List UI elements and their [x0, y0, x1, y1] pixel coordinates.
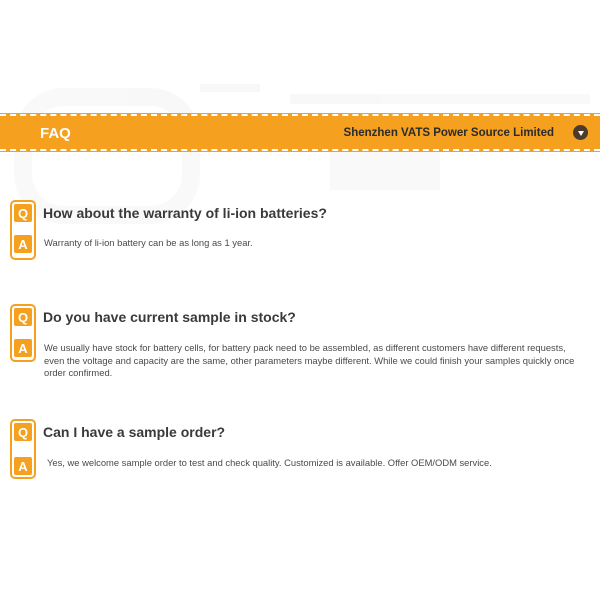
faq-answer: Warranty of li-ion battery can be as long as 1 year. — [44, 237, 253, 248]
qa-badge-frame — [10, 200, 36, 260]
faq-answer: We usually have stock for battery cells, for battery pack need to be assembled, as different customers have different requests, even the voltage and capacity are the same, other parameters maybe different. While we could finish your samples quickly once order confirmed. — [44, 342, 575, 378]
faq-question: Do you have current sample in stock? — [43, 309, 296, 325]
qa-badge-frame — [10, 419, 36, 479]
question-badge: Q — [14, 423, 32, 441]
faq-header-bar — [0, 114, 600, 151]
faq-item — [10, 304, 590, 378]
faq-question: How about the warranty of li-ion batteries? — [43, 205, 327, 221]
question-badge: Q — [14, 308, 32, 326]
qa-badge-frame — [10, 304, 36, 362]
answer-badge: A — [14, 339, 32, 357]
faq-item — [10, 200, 590, 260]
answer-badge: A — [14, 235, 32, 253]
chevron-down-icon[interactable] — [573, 125, 588, 140]
question-badge: Q — [14, 204, 32, 222]
faq-question: Can I have a sample order? — [43, 424, 226, 440]
faq-item — [10, 419, 590, 479]
faq-answer: Yes, we welcome sample order to test and check quality. Customized is available. Offer OEM/ODM service. — [47, 457, 492, 468]
faq-title: FAQ — [40, 125, 71, 142]
answer-badge: A — [14, 457, 32, 475]
company-name: Shenzhen VATS Power Source Limited — [343, 127, 554, 139]
